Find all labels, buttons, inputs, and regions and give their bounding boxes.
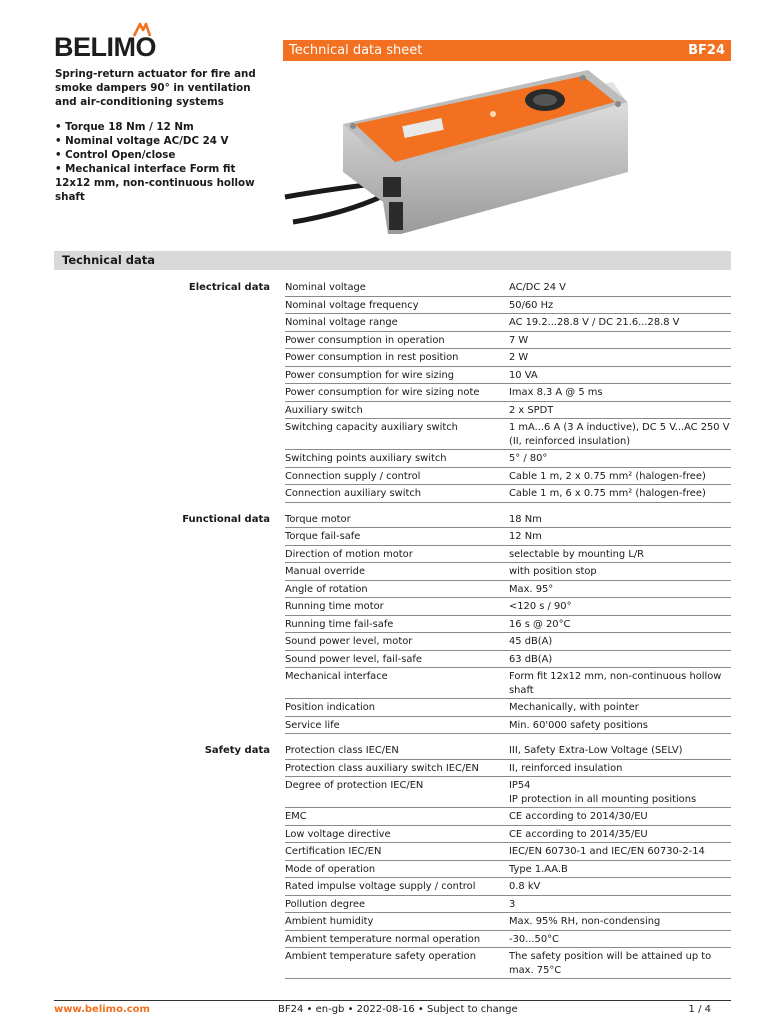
table-row: [285, 633, 731, 651]
document-title: Technical data sheet: [289, 43, 423, 58]
page-number: 1 / 4: [688, 1004, 711, 1015]
table-row: [285, 297, 731, 315]
parameter-value: Cable 1 m, 6 x 0.75 mm² (halogen-free): [509, 488, 706, 499]
parameter-value: 10 VA: [509, 369, 538, 381]
parameter-value: Type 1.AA.B: [509, 863, 568, 875]
parameter-value: 7 W: [509, 334, 529, 346]
parameter-value: 3: [509, 898, 516, 910]
parameter-value: AC 19.2...28.8 V / DC 21.6...28.8 V: [509, 317, 680, 328]
parameter-name: Nominal voltage frequency: [285, 299, 419, 311]
table-row: [285, 826, 731, 844]
parameter-name: Power consumption in rest position: [285, 352, 459, 363]
table-row: [285, 384, 731, 402]
table-row: [285, 581, 731, 599]
title-bar: [283, 40, 731, 61]
parameter-name: Degree of protection IEC/EN: [285, 780, 424, 791]
parameter-value: 2 W: [509, 352, 529, 363]
section-title: Technical data: [62, 253, 156, 267]
logo-mark-icon: [132, 22, 152, 38]
logo-text: BELIMO: [54, 32, 156, 62]
parameter-value: 2 x SPDT: [509, 404, 554, 416]
table-row: [285, 563, 731, 581]
parameter-value: II, reinforced insulation: [509, 762, 623, 774]
parameter-name: Service life: [285, 719, 340, 731]
parameter-value: Cable 1 m, 2 x 0.75 mm² (halogen-free): [509, 470, 706, 482]
parameter-value: CE according to 2014/35/EU: [509, 828, 648, 840]
table-row: [285, 468, 731, 486]
table-row: [285, 314, 731, 332]
feature-item: • Control Open/close: [55, 149, 176, 161]
table-row: [285, 485, 731, 503]
feature-item: • Torque 18 Nm / 12 Nm: [55, 121, 194, 133]
parameter-value: Mechanically, with pointer: [509, 702, 639, 713]
parameter-value: selectable by mounting L/R: [509, 548, 645, 560]
table-row: [285, 878, 731, 896]
group-label: Functional data: [182, 513, 270, 525]
parameter-value: Max. 95°: [509, 583, 554, 595]
parameter-value: Imax 8.3 A @ 5 ms: [509, 387, 603, 398]
parameter-name: Auxiliary switch: [285, 404, 363, 416]
table-row: [285, 332, 731, 350]
parameter-value: 18 Nm: [509, 513, 542, 525]
parameter-value: 63 dB(A): [509, 653, 553, 665]
parameter-name: Connection supply / control: [285, 470, 421, 482]
table-row: [285, 402, 731, 420]
section-header: [54, 251, 731, 270]
parameter-value: IEC/EN 60730-1 and IEC/EN 60730-2-14: [509, 846, 705, 857]
technical-data-table: [0, 279, 768, 987]
table-row: [285, 546, 731, 564]
parameter-name: Running time motor: [285, 601, 384, 612]
table-row: [285, 598, 731, 616]
parameter-name: Ambient temperature safety operation: [285, 951, 476, 962]
parameter-name: Low voltage directive: [285, 828, 391, 840]
parameter-value: 45 dB(A): [509, 636, 553, 647]
table-row: [285, 742, 731, 760]
parameter-value: <120 s / 90°: [509, 601, 572, 612]
parameter-value: III, Safety Extra-Low Voltage (SELV): [509, 745, 683, 756]
parameter-name: Switching points auxiliary switch: [285, 453, 447, 464]
parameter-name: EMC: [285, 811, 307, 822]
parameter-value: 50/60 Hz: [509, 299, 554, 311]
parameter-name: Direction of motion motor: [285, 548, 413, 560]
product-description: Spring-return actuator for fire and smoke dampers 90° in ventilation and air-conditioning systems: [55, 68, 256, 108]
parameter-name: Ambient humidity: [285, 916, 374, 927]
parameter-value: Min. 60'000 safety positions: [509, 719, 648, 731]
table-row: [285, 616, 731, 634]
parameter-name: Certification IEC/EN: [285, 846, 382, 857]
parameter-name: Pollution degree: [285, 898, 366, 910]
parameter-value: -30...50°C: [509, 933, 559, 945]
parameter-value: 0.8 kV: [509, 881, 541, 892]
table-row: [285, 668, 731, 699]
table-row: [285, 861, 731, 879]
parameter-name: Mechanical interface: [285, 671, 388, 682]
group-label: Safety data: [204, 745, 270, 756]
parameter-name: Manual override: [285, 566, 366, 577]
table-row: [285, 760, 731, 778]
parameter-value: 16 s @ 20°C: [509, 618, 571, 630]
table-row: [285, 931, 731, 949]
feature-item: • Mechanical interface Form fit 12x12 mm, non-continuous hollow shaft: [55, 163, 255, 203]
parameter-name: Nominal voltage: [285, 282, 366, 293]
parameter-name: Protection class auxiliary switch IEC/EN: [285, 762, 479, 774]
feature-item: • Nominal voltage AC/DC 24 V: [55, 135, 229, 147]
table-row: [285, 279, 731, 297]
parameter-value: with position stop: [509, 566, 597, 577]
parameter-name: Sound power level, motor: [285, 636, 413, 647]
table-row: [285, 843, 731, 861]
data-group: [0, 742, 768, 979]
parameter-value: 12 Nm: [509, 531, 542, 542]
table-row: [285, 777, 731, 808]
parameter-name: Power consumption in operation: [285, 334, 445, 346]
table-row: [285, 367, 731, 385]
parameter-name: Ambient temperature normal operation: [285, 933, 481, 945]
table-row: [285, 699, 731, 717]
table-row: [285, 511, 731, 529]
parameter-name: Switching capacity auxiliary switch: [285, 422, 458, 433]
table-row: [285, 528, 731, 546]
parameter-value: Max. 95% RH, non-condensing: [509, 916, 661, 927]
parameter-name: Torque motor: [285, 513, 351, 525]
table-row: [285, 808, 731, 826]
parameter-name: Nominal voltage range: [285, 317, 398, 328]
data-group: [0, 511, 768, 735]
table-row: [285, 913, 731, 931]
parameter-value: CE according to 2014/30/EU: [509, 811, 648, 822]
model-number: BF24: [688, 43, 725, 58]
parameter-value: Form fit 12x12 mm, non-continuous hollow shaft: [509, 671, 722, 696]
parameter-value: 5° / 80°: [509, 453, 548, 464]
group-label: Electrical data: [188, 282, 270, 293]
parameter-name: Position indication: [285, 702, 375, 713]
feature-list: [55, 120, 270, 204]
parameter-name: Connection auxiliary switch: [285, 488, 422, 499]
parameter-name: Rated impulse voltage supply / control: [285, 881, 476, 892]
table-row: [285, 896, 731, 914]
table-row: [285, 450, 731, 468]
parameter-name: Running time fail-safe: [285, 618, 394, 630]
parameter-name: Angle of rotation: [285, 583, 368, 595]
website-link[interactable]: www.belimo.com: [54, 1004, 150, 1015]
parameter-value: AC/DC 24 V: [509, 282, 566, 293]
parameter-name: Power consumption for wire sizing note: [285, 387, 480, 398]
data-group: [0, 279, 768, 503]
footer-divider: [54, 1000, 731, 1001]
table-row: [285, 419, 731, 450]
actuator-product-image: [283, 62, 633, 240]
parameter-name: Sound power level, fail-safe: [285, 653, 422, 665]
footer-info: BF24 • en-gb • 2022-08-16 • Subject to change: [278, 1004, 518, 1015]
parameter-name: Protection class IEC/EN: [285, 745, 399, 756]
parameter-name: Mode of operation: [285, 863, 376, 875]
belimo-logo: [54, 30, 156, 64]
parameter-value: IP54 IP protection in all mounting positions: [509, 780, 697, 805]
parameter-value: The safety position will be attained up to max. 75°C: [509, 951, 712, 976]
table-row: [285, 651, 731, 669]
table-row: [285, 717, 731, 735]
parameter-name: Torque fail-safe: [285, 531, 361, 542]
table-row: [285, 349, 731, 367]
table-row: [285, 948, 731, 979]
parameter-name: Power consumption for wire sizing: [285, 369, 455, 381]
parameter-value: 1 mA...6 A (3 A inductive), DC 5 V...AC 250 V (II, reinforced insulation): [509, 422, 730, 447]
